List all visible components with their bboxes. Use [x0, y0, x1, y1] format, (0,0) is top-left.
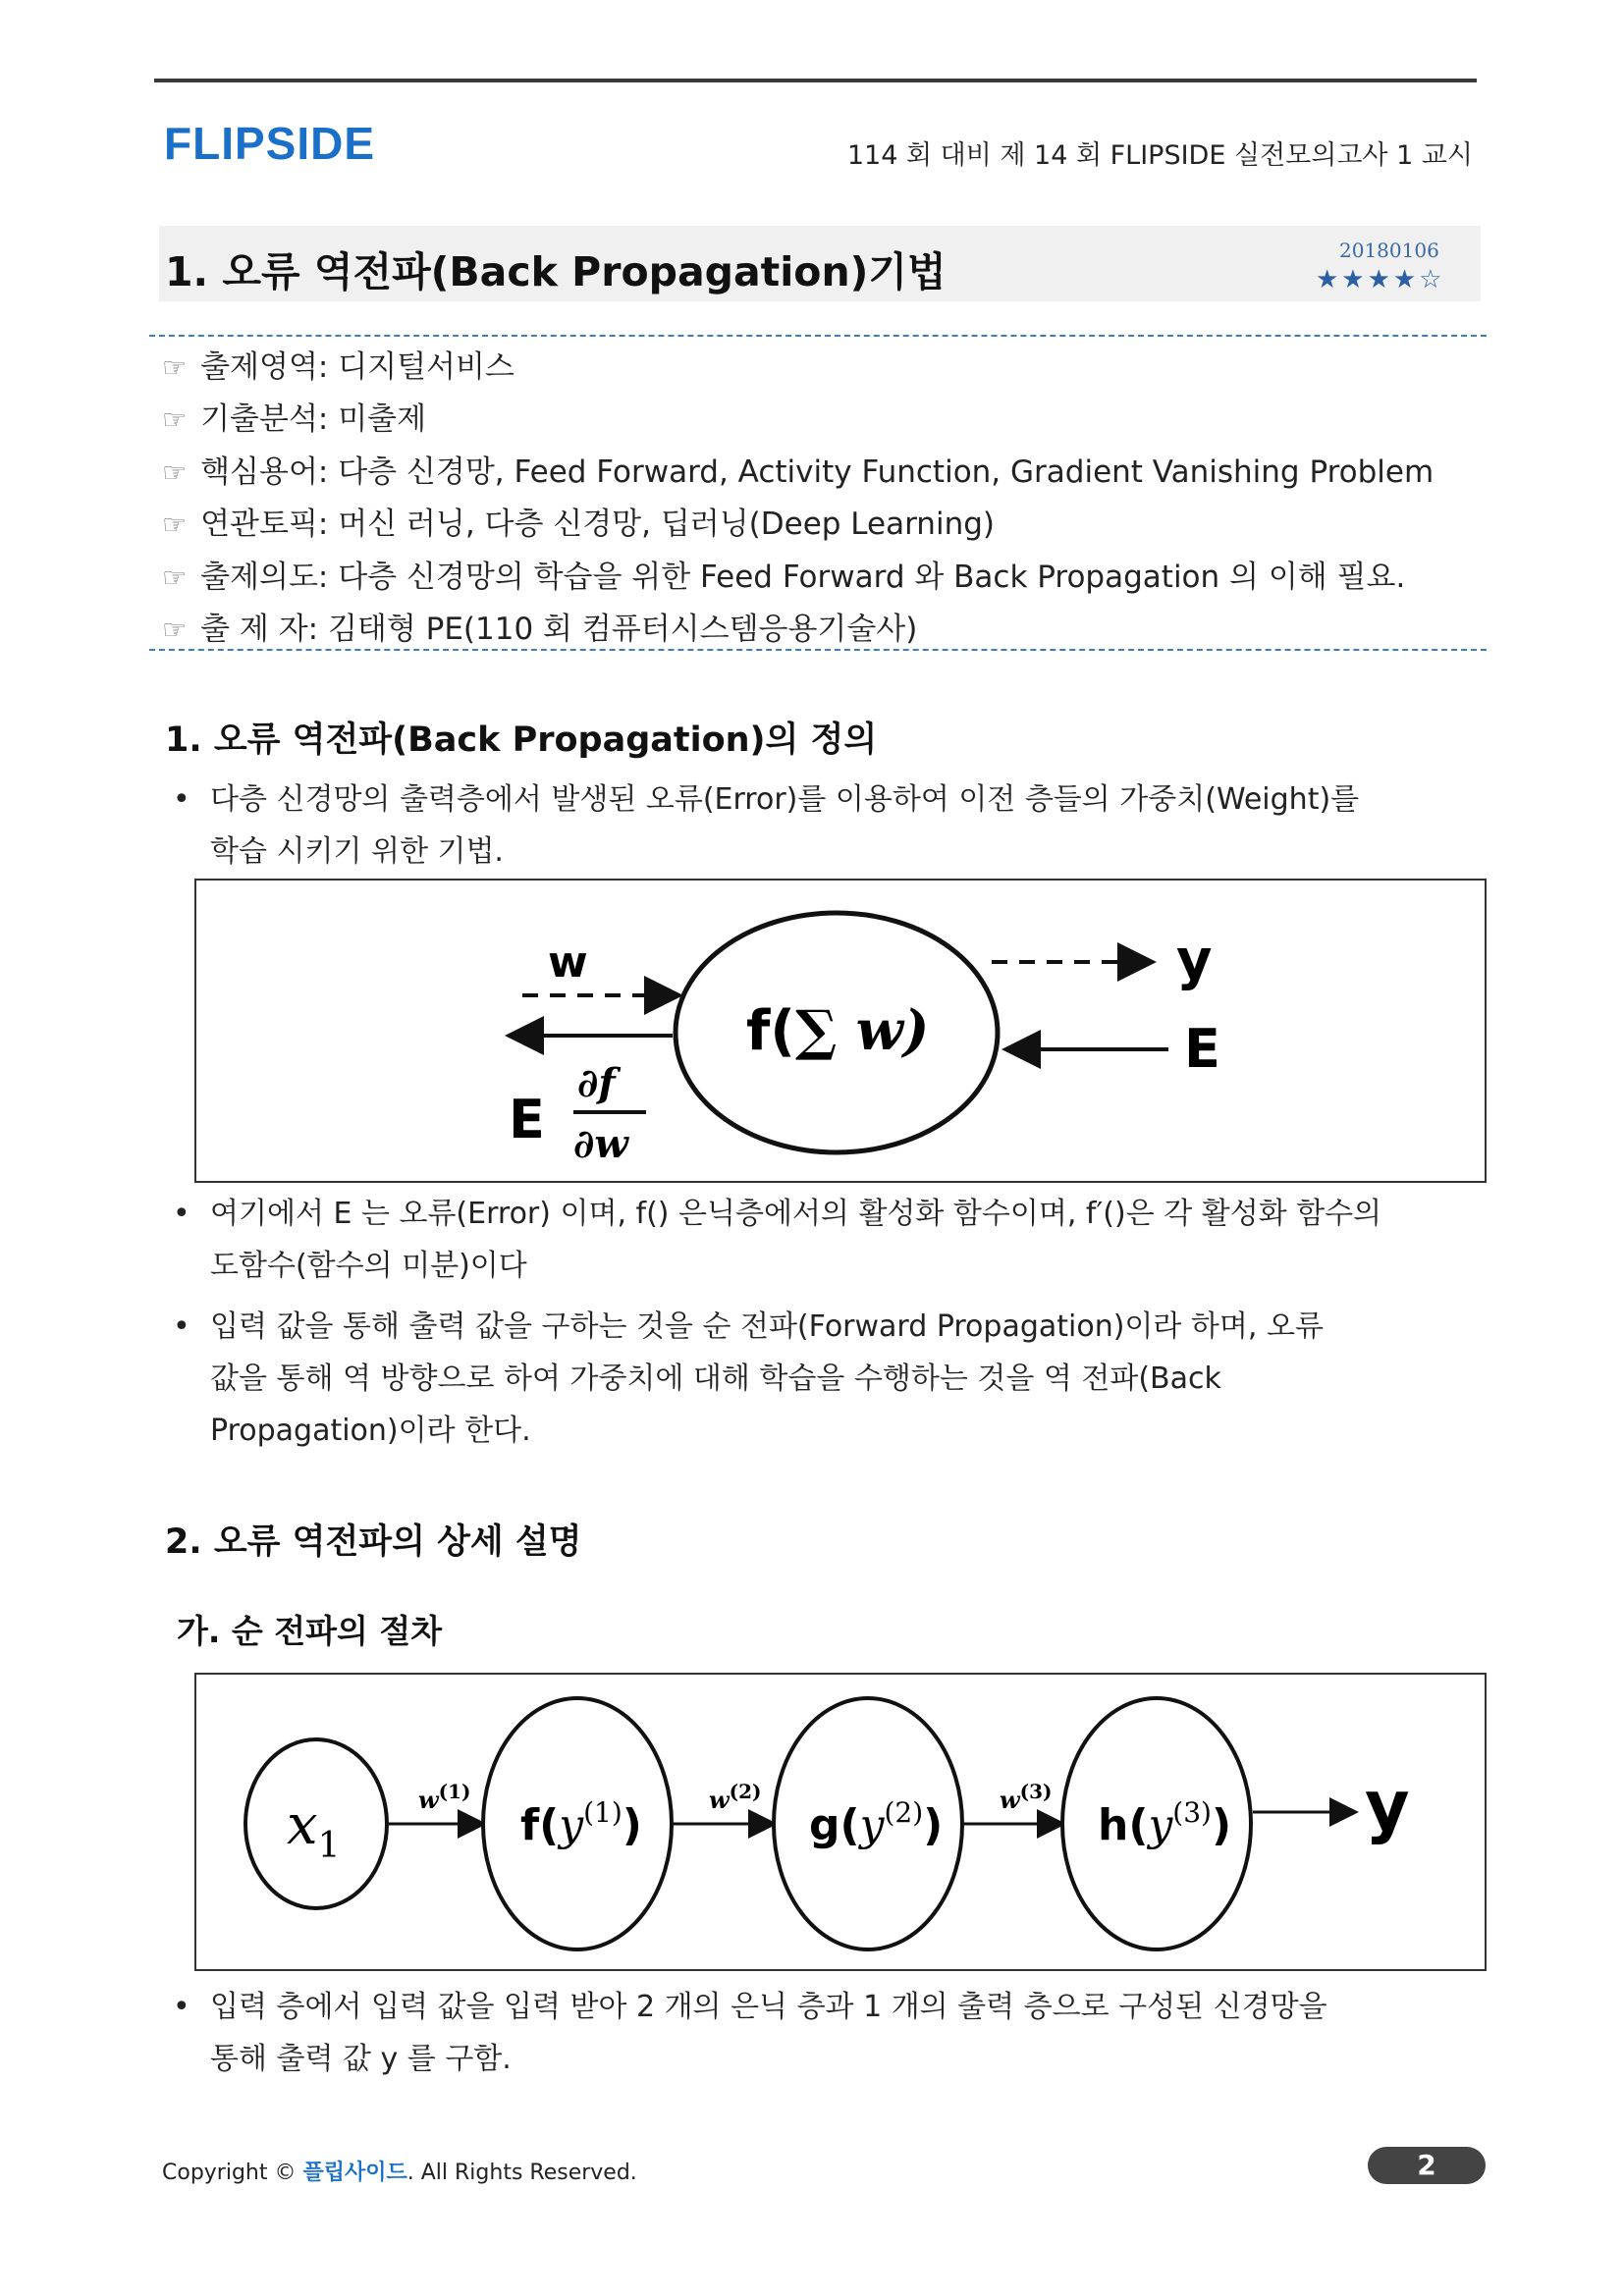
- difficulty-stars: ★★★★☆: [1316, 265, 1445, 294]
- forward-propagation-figure: [194, 1673, 1487, 1971]
- error-right-label: E: [1184, 1018, 1220, 1080]
- partial-f-label: ∂f: [577, 1060, 616, 1106]
- partial-w-label: ∂w: [573, 1121, 628, 1167]
- weight-label: w: [548, 937, 588, 988]
- top-rule: [154, 79, 1477, 82]
- footer-copyright: Copyright © 플립사이드. All Rights Reserved.: [162, 2161, 637, 2185]
- meta-item-area: ☞ 출제영역: 디지털서비스: [162, 349, 514, 385]
- edge-1-weight: $w^{(1)}$: [418, 1780, 471, 1814]
- title-date: 20180106: [1339, 239, 1439, 262]
- meta-top-divider: [149, 335, 1487, 337]
- section2-subheading: 가. 순 전파의 절차: [177, 1612, 443, 1650]
- pointing-hand-icon: ☞: [162, 508, 188, 541]
- pointing-hand-icon: ☞: [162, 403, 188, 436]
- page-title: 1. 오류 역전파(Back Propagation)기법: [165, 248, 947, 295]
- meta-item-keywords: ☞ 핵심용어: 다층 신경망, Feed Forward, Activity Function, Gradient Vanishing Problem: [162, 454, 1435, 490]
- hidden-node-g-label: $g(y^{(2)})$: [809, 1796, 944, 1850]
- page-number-badge: 2: [1368, 2147, 1486, 2184]
- meta-item-history: ☞ 기출분석: 미출제: [162, 401, 427, 437]
- final-output-y: y: [1365, 1766, 1410, 1846]
- forward-propagation-diagram: [196, 1675, 1485, 1969]
- meta-item-intent: ☞ 출제의도: 다층 신경망의 학습을 위한 Feed Forward 와 Back Propagation 의 이해 필요.: [162, 560, 1406, 595]
- edge-3-weight: $w^{(3)}$: [1000, 1780, 1053, 1814]
- footer-brand: 플립사이드: [302, 2161, 407, 2185]
- backprop-neuron-figure: [194, 879, 1487, 1183]
- output-node-h-label: $h(y^{(3)})$: [1098, 1796, 1232, 1850]
- exam-info: 114 회 대비 제 14 회 FLIPSIDE 실전모의고사 1 교시: [846, 140, 1473, 171]
- edge-2-weight: $w^{(2)}$: [709, 1780, 762, 1814]
- error-left-label: E: [509, 1089, 545, 1150]
- meta-bottom-divider: [149, 649, 1487, 651]
- pointing-hand-icon: ☞: [162, 351, 188, 384]
- backprop-neuron-diagram: [196, 881, 1485, 1181]
- meta-item-author: ☞ 출 제 자: 김태형 PE(110 회 컴퓨터시스템응용기술사): [162, 612, 918, 647]
- neuron-label: f(∑ w): [746, 998, 930, 1063]
- meta-item-related: ☞ 연관토픽: 머신 러닝, 다층 신경망, 딥러닝(Deep Learning): [162, 507, 995, 542]
- output-y-label: y: [1176, 929, 1213, 992]
- section1-heading: 1. 오류 역전파(Back Propagation)의 정의: [165, 721, 878, 760]
- pointing-hand-icon: ☞: [162, 561, 188, 594]
- section2-heading: 2. 오류 역전파의 상세 설명: [165, 1522, 582, 1562]
- flipside-logo: FLIPSIDE: [164, 118, 376, 169]
- hidden-node-f-label: $f(y^{(1)})$: [520, 1796, 642, 1850]
- pointing-hand-icon: ☞: [162, 614, 188, 646]
- input-node-label: $x_1$: [287, 1793, 341, 1866]
- pointing-hand-icon: ☞: [162, 456, 188, 489]
